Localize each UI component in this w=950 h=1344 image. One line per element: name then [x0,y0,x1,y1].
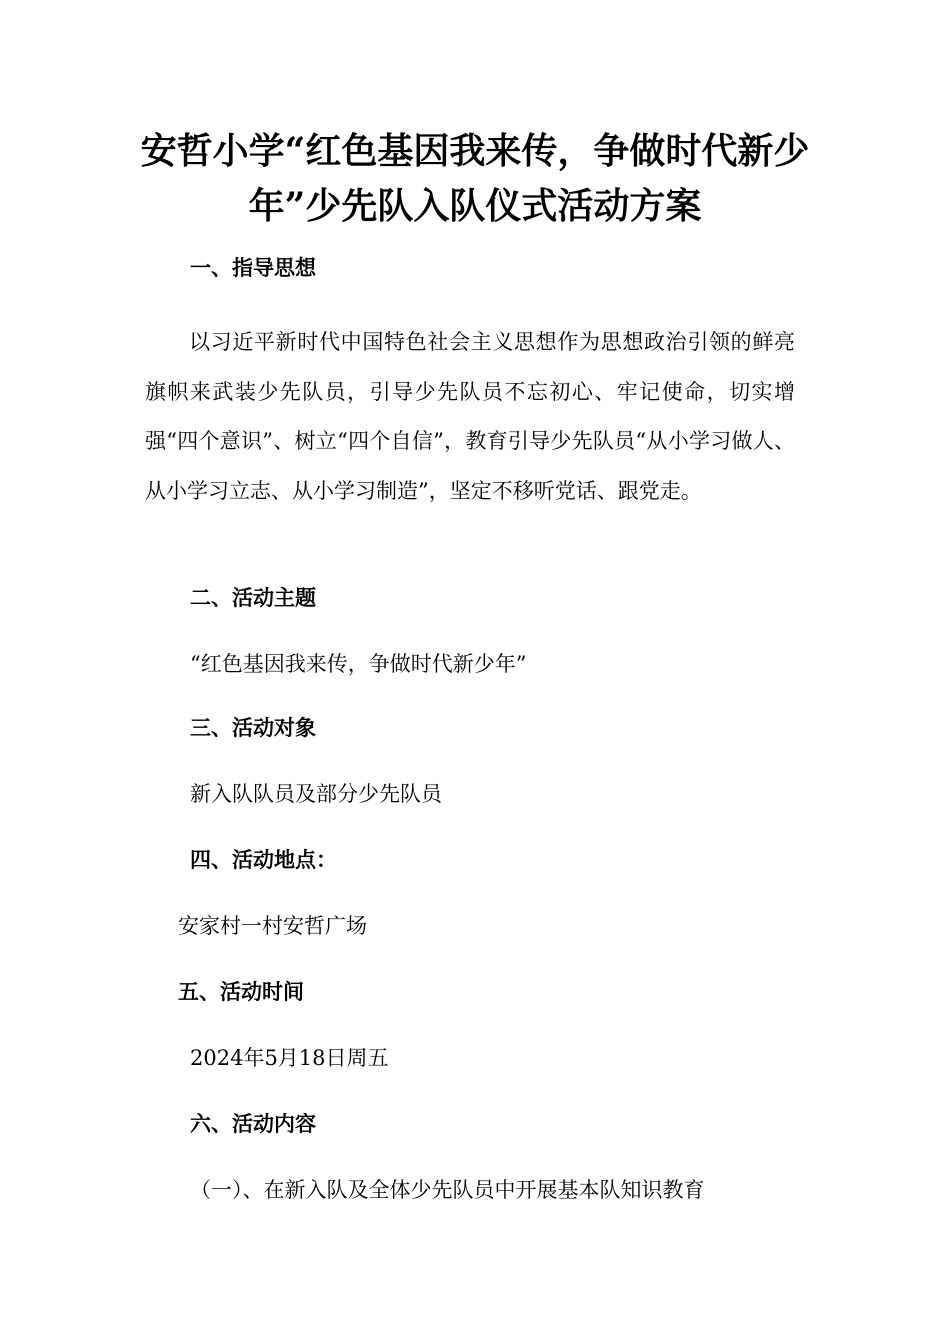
section-body-activity-content: （一）、在新入队及全体少先队员中开展基本队知识教育 [190,1178,705,1202]
section-body-activity-target: 新入队队员及部分少先队员 [190,782,442,806]
section-heading-activity-location: 四、活动地点： [190,848,337,872]
document-title: 安哲小学“红色基因我来传，争做时代新少年”少先队入队仪式活动方案 [140,130,810,227]
section-heading-activity-time: 五、活动时间 [178,980,304,1004]
section-heading-activity-content: 六、活动内容 [190,1112,316,1136]
section-body-activity-theme: “红色基因我来传，争做时代新少年” [190,652,527,676]
section-body-activity-location: 安家村一村安哲广场 [178,914,367,938]
section-heading-activity-target: 三、活动对象 [190,716,316,740]
section-body-activity-time: 2024年5月18日周五 [190,1046,389,1070]
section-heading-activity-theme: 二、活动主题 [190,586,316,610]
section-heading-guiding-ideology: 一、指导思想 [190,256,316,280]
section-body-guiding-ideology: 以习近平新时代中国特色社会主义思想作为思想政治引领的鲜亮旗帜来武装少先队员，引导少先队员不忘初心、牢记使命，切实增强“四个意识”、树立“四个自信”，教育引导少先队员“从小学习做人、从小学习立志、从小学习制造”，坚定不移听党话、跟党走。 [145,330,795,503]
